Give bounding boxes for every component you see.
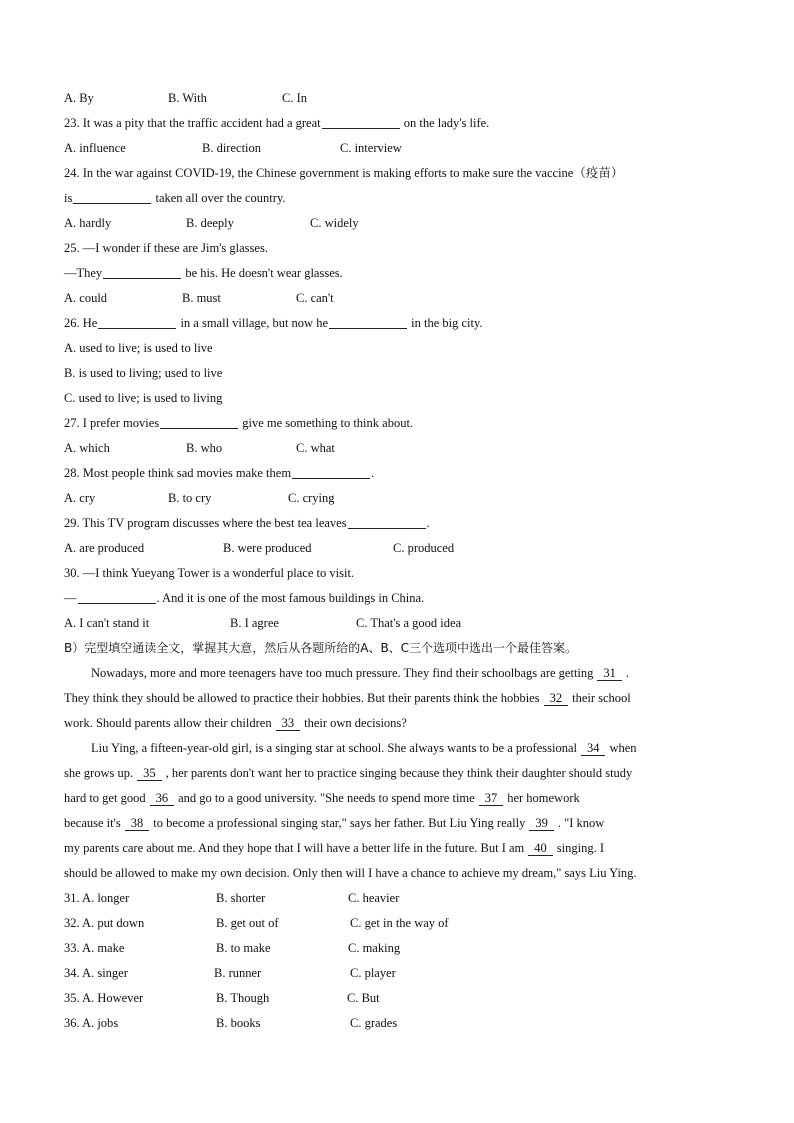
passage-text: .: [625, 666, 630, 680]
q24-stem-line1: [64, 161, 734, 186]
q26-text-part1: 26. He: [64, 316, 98, 330]
q29-option-b: B. were produced: [223, 541, 312, 555]
choice-31-a: 31. A. longer: [64, 891, 130, 905]
blank-35: 35: [137, 766, 162, 781]
q26-text-part3: in the big city.: [408, 316, 483, 330]
choice-row-36: [64, 1011, 734, 1036]
q28-option-a: A. cry: [64, 491, 96, 505]
q27-option-b: B. who: [186, 441, 223, 455]
q30-stem-line2: [64, 586, 734, 611]
passage-text: hard to get good: [64, 791, 146, 805]
choice-32-a: 32. A. put down: [64, 916, 145, 930]
q28-option-c: C. crying: [288, 491, 335, 505]
q29-blank: [348, 514, 426, 529]
section-b-instructions: B）完型填空通读全文，掌握其大意，然后从各题所给的A、B、C三个选项中选出一个最佳答案。: [64, 641, 578, 655]
choice-34-b: B. runner: [214, 966, 262, 980]
q28-options: [64, 486, 734, 511]
choice-33-b: B. to make: [216, 941, 271, 955]
passage-text: Liu Ying, a fifteen-year-old girl, is a singing star at school. She always wants to be a professional: [91, 741, 577, 755]
choice-35-a: 35. A. However: [64, 991, 144, 1005]
exam-page: [64, 86, 734, 1036]
blank-40: 40: [528, 841, 553, 856]
q22-option-c: C. In: [282, 91, 307, 105]
q27-text-before: 27. I prefer movies: [64, 416, 160, 430]
q30-text-line1: 30. —I think Yueyang Tower is a wonderful place to visit.: [64, 566, 355, 580]
q26-option-b: B. is used to living; used to live: [64, 366, 223, 380]
q27-text-after: give me something to think about.: [239, 416, 414, 430]
q30-text-before: —: [64, 591, 77, 605]
q25-stem-line2: [64, 261, 734, 286]
blank-37: 37: [479, 791, 504, 806]
q22-options: [64, 86, 734, 111]
q24-option-a: A. hardly: [64, 216, 112, 230]
choice-row-34: [64, 961, 734, 986]
choice-31-b: B. shorter: [216, 891, 266, 905]
q26-text-part2: in a small village, but now he: [177, 316, 328, 330]
q25-options: [64, 286, 734, 311]
q28-option-b: B. to cry: [168, 491, 212, 505]
q26-blank-1: [98, 314, 176, 329]
passage-text: work. Should parents allow their children: [64, 716, 272, 730]
q24-text-before: is: [64, 191, 73, 205]
choice-34-c: C. player: [350, 966, 396, 980]
choice-36-b: B. books: [216, 1016, 261, 1030]
choice-32-c: C. get in the way of: [350, 916, 449, 930]
choice-36-c: C. grades: [350, 1016, 398, 1030]
q30-option-a: A. I can't stand it: [64, 616, 150, 630]
q30-option-b: B. I agree: [230, 616, 279, 630]
q27-option-a: A. which: [64, 441, 110, 455]
passage-p2-line2: [64, 761, 734, 786]
choice-32-b: B. get out of: [216, 916, 279, 930]
passage-text: singing. I: [556, 841, 605, 855]
q23-blank: [322, 114, 400, 129]
choice-36-a: 36. A. jobs: [64, 1016, 119, 1030]
q24-blank: [73, 189, 151, 204]
q23-text-before: 23. It was a pity that the traffic accident had a great: [64, 116, 321, 130]
passage-p1-line3: [64, 711, 734, 736]
q29-option-a: A. are produced: [64, 541, 145, 555]
q25-option-a: A. could: [64, 291, 108, 305]
choice-row-33: [64, 936, 734, 961]
q30-option-c: C. That's a good idea: [356, 616, 462, 630]
q30-stem-line1: [64, 561, 734, 586]
q25-text-after: be his. He doesn't wear glasses.: [182, 266, 343, 280]
blank-36: 36: [150, 791, 175, 806]
q25-text-before: —They: [64, 266, 103, 280]
q26-blank-2: [329, 314, 407, 329]
q28-stem: [64, 461, 734, 486]
q27-option-c: C. what: [296, 441, 335, 455]
q22-option-a: A. By: [64, 91, 94, 105]
q28-text-before: 28. Most people think sad movies make them: [64, 466, 292, 480]
q24-text-after: taken all over the country.: [152, 191, 286, 205]
q27-stem: [64, 411, 734, 436]
q27-options: [64, 436, 734, 461]
choice-row-32: [64, 911, 734, 936]
passage-p2-line4: [64, 811, 734, 836]
q25-blank: [103, 264, 181, 279]
blank-34: 34: [581, 741, 606, 756]
q23-stem: [64, 111, 734, 136]
choice-row-35: [64, 986, 734, 1011]
q28-text-after: .: [371, 466, 375, 480]
q23-option-c: C. interview: [340, 141, 402, 155]
passage-p2-line1: [64, 736, 734, 761]
passage-text: her homework: [507, 791, 580, 805]
q29-text-after: .: [426, 516, 430, 530]
q24-option-b: B. deeply: [186, 216, 234, 230]
q29-options: [64, 536, 734, 561]
q30-options: [64, 611, 734, 636]
passage-text: and go to a good university. "She needs to spend more time: [178, 791, 475, 805]
choice-31-c: C. heavier: [348, 891, 400, 905]
passage-p2-line5: [64, 836, 734, 861]
q29-stem: [64, 511, 734, 536]
choice-35-c: C. But: [347, 991, 380, 1005]
passage-text: their own decisions?: [304, 716, 407, 730]
q25-option-b: B. must: [182, 291, 221, 305]
passage-p2-line6: should be allowed to make my own decision. Only then will I have a chance to achieve my dream," says Liu Ying.: [64, 866, 637, 880]
choice-33-a: 33. A. make: [64, 941, 125, 955]
passage-text: my parents care about me. And they hope that I will have a better life in the future. But I am: [64, 841, 525, 855]
q24-options: [64, 211, 734, 236]
q23-options: [64, 136, 734, 161]
blank-32: 32: [544, 691, 569, 706]
passage-text: . "I know: [557, 816, 605, 830]
q22-option-b: B. With: [168, 91, 207, 105]
q25-option-c: C. can't: [296, 291, 334, 305]
q30-text-after: . And it is one of the most famous buildings in China.: [156, 591, 425, 605]
q23-option-a: A. influence: [64, 141, 126, 155]
passage-text: They think they should be allowed to practice their hobbies. But their parents think the hobbies: [64, 691, 540, 705]
choice-35-b: B. Though: [216, 991, 270, 1005]
choice-row-31: [64, 886, 734, 911]
passage-text: when: [609, 741, 637, 755]
passage-text: their school: [572, 691, 631, 705]
q25-text-line1: 25. —I wonder if these are Jim's glasses.: [64, 241, 268, 255]
choice-34-a: 34. A. singer: [64, 966, 128, 980]
q24-text-line1: 24. In the war against COVID-19, the Chinese government is making efforts to make sure the vaccine（疫苗）: [64, 166, 624, 180]
passage-p2-line3: [64, 786, 734, 811]
q29-option-c: C. produced: [393, 541, 455, 555]
q26-option-a: A. used to live; is used to live: [64, 341, 213, 355]
q25-stem-line1: [64, 236, 734, 261]
passage-p1-line1: [64, 661, 734, 686]
q23-text-after: on the lady's life.: [400, 116, 490, 130]
q27-blank: [160, 414, 238, 429]
q30-blank: [78, 589, 156, 604]
q29-text-before: 29. This TV program discusses where the best tea leaves: [64, 516, 347, 530]
passage-p1-line2: [64, 686, 734, 711]
passage-text: to become a professional singing star," says her father. But Liu Ying really: [153, 816, 526, 830]
q23-option-b: B. direction: [202, 141, 262, 155]
q24-option-c: C. widely: [310, 216, 359, 230]
blank-39: 39: [529, 816, 554, 831]
blank-38: 38: [125, 816, 150, 831]
passage-text: Nowadays, more and more teenagers have too much pressure. They find their schoolbags are getting: [91, 666, 594, 680]
blank-33: 33: [276, 716, 301, 731]
passage-text: , her parents don't want her to practice singing because they think their daughter should study: [165, 766, 633, 780]
passage-text: she grows up.: [64, 766, 134, 780]
q26-stem: [64, 311, 734, 336]
blank-31: 31: [597, 666, 622, 681]
choice-33-c: C. making: [348, 941, 401, 955]
passage-text: because it's: [64, 816, 121, 830]
q28-blank: [292, 464, 370, 479]
q24-stem-line2: [64, 186, 734, 211]
q26-option-c: C. used to live; is used to living: [64, 391, 223, 405]
